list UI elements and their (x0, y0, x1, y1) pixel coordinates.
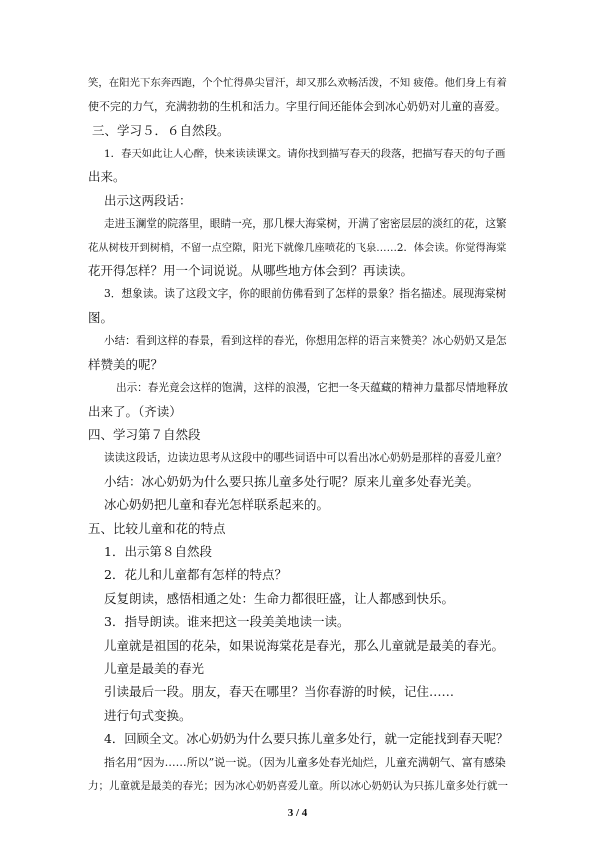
section-heading: 五、比较儿童和花的特点 (88, 521, 226, 536)
text-line: 引读最后一段。朋友，春天在哪里？当你春游的时候，记住…… (104, 684, 455, 699)
text-line: 花开得怎样？用一个词说说。从哪些地方体会到？再读读。 (88, 263, 414, 278)
text-line: 出来。 (88, 169, 126, 184)
text-line: 小结：冰心奶奶为什么要只拣儿童多处行呢？原来儿童多处春光美。 (104, 474, 480, 489)
section-heading: 三、学习５．６自然段。 (92, 123, 230, 138)
text-line: 儿童就是祖国的花朵，如果说海棠花是春光，那么儿童就是最美的春光。 (104, 638, 505, 653)
text-line: 力；儿童就是最美的春光；因为冰心奶奶喜爱儿童。所以冰心奶奶认为只拣儿童多处行就一 (88, 780, 508, 792)
text-line: 1．春天如此让人心醉，快来读读课文。请你找到描写春天的段落，把描写春天的句子画 (104, 148, 506, 160)
text-line: 1．出示第８自然段 (104, 544, 212, 559)
text-line: 4．回顾全文。冰心奶奶为什么要只拣儿童多处行，就一定能找到春天呢？ (104, 731, 509, 746)
text-line: 花从树枝开到树梢，不留一点空隙，阳光下就像几座喷花的飞泉……2．体会读。你觉得海棠 (88, 242, 507, 254)
page-number: 3 / 4 (287, 807, 308, 819)
text-line: 儿童是最美的春光 (104, 661, 205, 676)
text-line: 笑，在阳光下东奔西跑，个个忙得鼻尖冒汗，却又那么欢畅活泼，不知 疲倦。他们身上有着 (88, 77, 507, 89)
text-line: 反复朗读，感悟相通之处：生命力都很旺盛，让人都感到快乐。 (104, 591, 455, 606)
text-line: 小结：看到这样的春景，看到这样的春光，你想用怎样的语言来赞美？冰心奶奶又是怎 (104, 335, 507, 347)
text-line: 图。 (88, 310, 114, 325)
text-line: 冰心奶奶把儿童和春光怎样联系起来的。 (104, 497, 330, 512)
text-line: 出示：春光竟会这样的饱满，这样的浪漫，它把一冬天蕴藏的精神力量都尽情地释放 (116, 382, 508, 394)
text-line: 指名用“因为……所以”说一说。（因为儿童多处春光灿烂，儿童充满朝气、富有感染 (104, 756, 506, 769)
text-line: 走进玉澜堂的院落里，眼睛一亮，那几棵大海棠树，开满了密密层层的淡红的花，这繁 (104, 218, 507, 230)
text-line: 使不完的力气，充满勃勃的生机和活力。字里行间还能体会到冰心奶奶对儿童的喜爱。 (88, 100, 506, 113)
section-heading: 四、学习第７自然段 (88, 427, 201, 442)
text-line: 样赞美的呢？ (88, 357, 164, 372)
text-line: 读读这段话，边读边思考从这段中的哪些词语中可以看出冰心奶奶是那样的喜爱儿童？ (104, 452, 507, 464)
text-line: 2．花儿和儿童都有怎样的特点？ (104, 567, 287, 582)
text-line: 3．指导朗读。谁来把这一段美美地读一读。 (104, 614, 350, 629)
text-line: 出来了。（齐读） (88, 404, 182, 419)
text-line: 进行句式变换。 (104, 708, 192, 723)
text-line: 出示这两段话： (104, 193, 192, 208)
text-line: 3．想象读。读了这段文字，你的眼前仿佛看到了怎样的景象？指名描述。展现海棠树 (104, 287, 507, 300)
